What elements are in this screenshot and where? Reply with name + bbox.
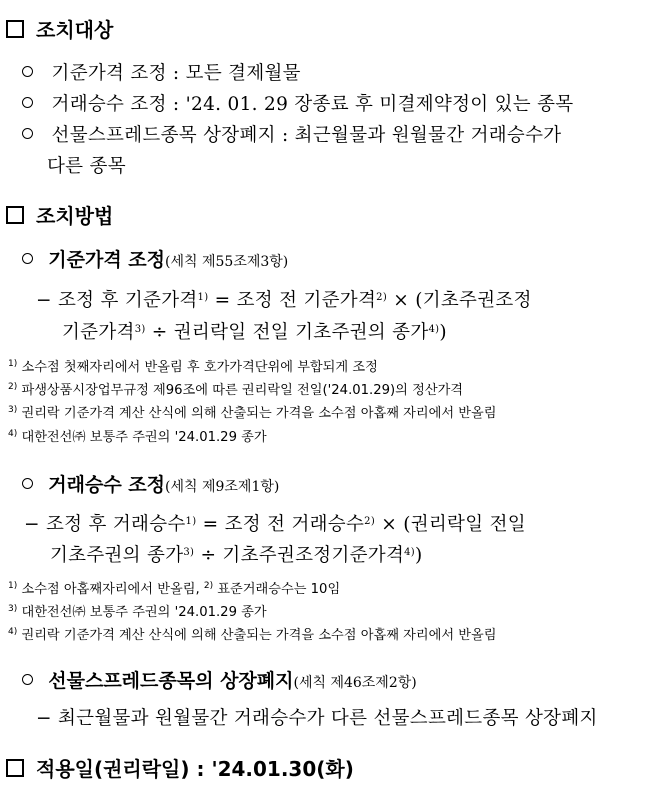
section-method-heading: 조치방법 [6, 200, 113, 229]
base-note-2: $^{2)}$ 파생상품시장업무규정 제96조에 따른 권리락일 전일('24.01.29)의 정산가격 [8, 382, 464, 398]
base-note-3: $^{3)}$ 권리락 기준가격 계산 산식에 의해 산출되는 가격을 소수점 아홉째 자리에서 반올림 [8, 405, 497, 421]
multiplier-note-3: $^{3)}$ 대한전선㈜ 보통주 주권의 '24.01.29 종가 [8, 604, 267, 620]
spread-delisting-text: − 최근월물과 원월물간 거래승수가 다른 선물스프레드종목 상장폐지 [36, 708, 598, 729]
target-item-1: 기준가격 조정 : 모든 결제월물 [22, 59, 301, 85]
checkbox-square-icon [6, 759, 24, 777]
base-note-4: $^{4)}$ 대한전선㈜ 보통주 주권의 '24.01.29 종가 [8, 429, 267, 445]
spread-delisting-heading: 선물스프레드종목의 상장폐지(세칙 제46조제2항) [22, 666, 417, 693]
target-item-3: 선물스프레드종목 상장폐지 : 최근월물과 원월물간 거래승수가 [22, 121, 561, 147]
multiplier-formula-line-2: 기초주권의 종가$^{3)}$ ÷ 기초주권조정기준가격$^{4)}$) [50, 545, 423, 566]
bullet-circle-icon [22, 128, 33, 139]
bullet-circle-icon [22, 253, 33, 264]
base-formula-line-1: − 조정 후 기준가격$^{1)}$ = 조정 전 기준가격$^{2)}$ × (기초주권조정 [36, 290, 532, 311]
multiplier-note-1-2: $^{1)}$ 소수점 아홉째자리에서 반올림, $^{2)}$ 표준거래승수는 10임 [8, 581, 341, 597]
base-price-heading: 기준가격 조정(세칙 제55조제3항) [22, 245, 288, 272]
bullet-circle-icon [22, 478, 33, 489]
multiplier-formula-line-1: − 조정 후 거래승수$^{1)}$ = 조정 전 거래승수$^{2)}$ × (권리락일 전일 [24, 514, 526, 535]
target-item-2: 거래승수 조정 : '24. 01. 29 장종료 후 미결제약정이 있는 종목 [22, 90, 573, 116]
section-effective-date: 적용일(권리락일) : '24.01.30(화) [6, 753, 354, 782]
multiplier-note-4: $^{4)}$ 권리락 기준가격 계산 산식에 의해 산출되는 가격을 소수점 아홉째 자리에서 반올림 [8, 627, 497, 643]
bullet-circle-icon [22, 674, 33, 685]
target-item-3-cont: 다른 종목 [47, 156, 126, 177]
multiplier-heading: 거래승수 조정(세칙 제9조제1항) [22, 470, 279, 497]
bullet-circle-icon [22, 97, 33, 108]
bullet-circle-icon [22, 66, 33, 77]
section-target-heading: 조치대상 [6, 14, 113, 43]
checkbox-square-icon [6, 20, 24, 38]
checkbox-square-icon [6, 206, 24, 224]
base-formula-line-2: 기준가격$^{3)}$ ÷ 권리락일 전일 기초주권의 종가$^{4)}$) [62, 322, 447, 343]
base-note-1: $^{1)}$ 소수점 첫째자리에서 반올림 후 호가가격단위에 부합되게 조정 [8, 359, 378, 375]
